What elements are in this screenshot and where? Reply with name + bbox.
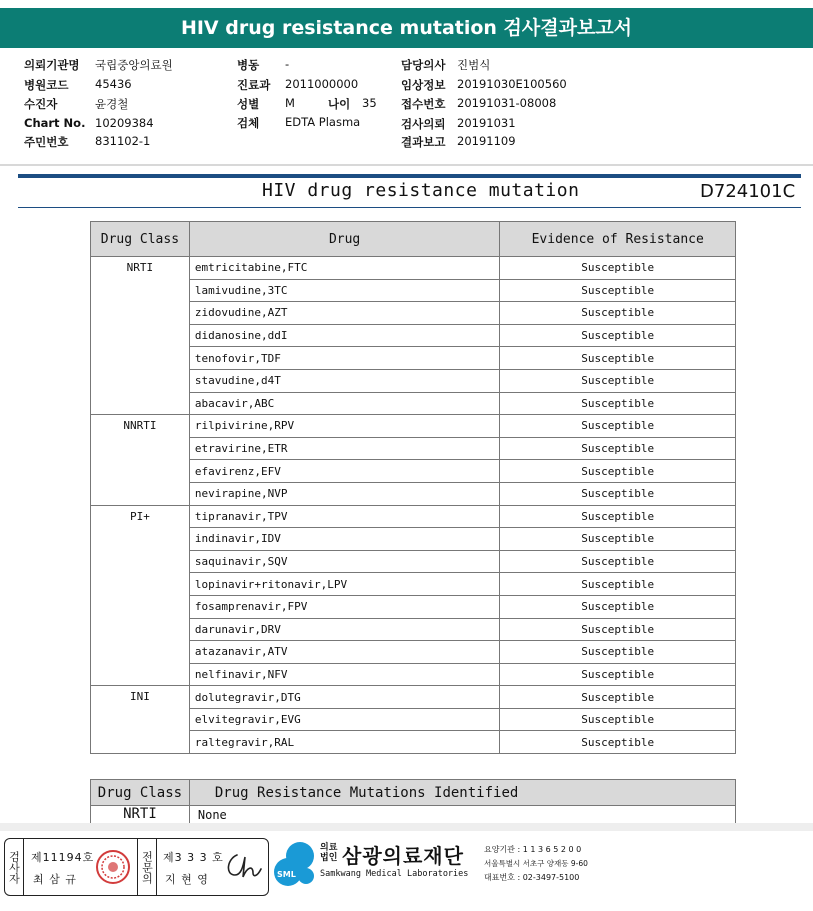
mutation-cell: None: [189, 806, 735, 833]
drug-cell: didanosine,ddI: [189, 324, 500, 347]
drug-cell: indinavir,IDV: [189, 528, 500, 551]
drug-cell: emtricitabine,FTC: [189, 257, 500, 280]
table-row: [91, 257, 736, 280]
resistance-cell: Susceptible: [500, 257, 736, 280]
examiner-label: 검사자: [5, 839, 24, 895]
test-title: HIV drug resistance mutation: [262, 180, 580, 201]
resistance-cell: Susceptible: [500, 369, 736, 392]
stamp-icon: [95, 849, 131, 885]
info-patient-name: 수진자 윤경철: [24, 97, 129, 111]
resistance-cell: Susceptible: [500, 415, 736, 438]
header-drug: Drug: [189, 222, 500, 257]
info-ward: 병동 -: [237, 57, 290, 72]
signature-box: [4, 838, 269, 896]
sml-logo-icon: [272, 840, 318, 888]
resistance-cell: Susceptible: [500, 482, 736, 505]
drug-cell: fosamprenavir,FPV: [189, 595, 500, 618]
info-age: 나이 35: [328, 96, 377, 111]
specialist-label: 전문의: [137, 839, 157, 895]
header-drug-class: Drug Class: [91, 222, 190, 257]
drug-cell: efavirenz,EFV: [189, 460, 500, 483]
header-mutations: Drug Resistance Mutations Identified: [189, 780, 735, 806]
org-code: 요양기관 : 1 1 3 6 5 2 0 0: [484, 845, 582, 854]
org-prefix-top: 의료: [320, 843, 338, 853]
info-receipt-no: 접수번호 20191031-08008: [401, 96, 557, 111]
section-divider: [0, 164, 813, 166]
drug-cell: nevirapine,NVP: [189, 482, 500, 505]
drug-cell: lamivudine,3TC: [189, 279, 500, 302]
resistance-table: [90, 221, 736, 754]
resistance-cell: Susceptible: [500, 686, 736, 709]
info-request-date: 검사의뢰 20191031: [401, 116, 516, 131]
table-header-row: [91, 780, 736, 806]
info-clinical: 임상정보 20191030E100560: [401, 77, 567, 92]
signature-icon: [223, 849, 263, 883]
drug-cell: elvitegravir,EVG: [189, 708, 500, 731]
drug-class-cell: NNRTI: [91, 415, 190, 505]
table-row: [91, 505, 736, 528]
resistance-cell: Susceptible: [500, 618, 736, 641]
resistance-cell: Susceptible: [500, 550, 736, 573]
info-doctor: 담당의사 진범식: [401, 58, 491, 72]
resistance-cell: Susceptible: [500, 505, 736, 528]
resistance-cell: Susceptible: [500, 731, 736, 754]
sml-logo-text: SML: [277, 870, 296, 879]
drug-cell: dolutegravir,DTG: [189, 686, 500, 709]
resistance-cell: Susceptible: [500, 324, 736, 347]
org-name-en: Samkwang Medical Laboratories: [320, 869, 469, 879]
drug-cell: rilpivirine,RPV: [189, 415, 500, 438]
drug-cell: zidovudine,AZT: [189, 302, 500, 325]
table-row: [91, 415, 736, 438]
resistance-cell: Susceptible: [500, 641, 736, 664]
drug-cell: stavudine,d4T: [189, 369, 500, 392]
org-prefix-bottom: 법인: [320, 853, 338, 863]
info-hospital-code: 병원코드 45436: [24, 77, 132, 92]
resistance-cell: Susceptible: [500, 302, 736, 325]
drug-class-cell: NRTI: [91, 806, 190, 833]
info-chart-no: Chart No. 10209384: [24, 116, 154, 130]
info-specimen: 검체 EDTA Plasma: [237, 115, 361, 130]
drug-cell: tipranavir,TPV: [189, 505, 500, 528]
drug-cell: darunavir,DRV: [189, 618, 500, 641]
resistance-cell: Susceptible: [500, 528, 736, 551]
patient-info: [0, 55, 813, 165]
report-title: HIV drug resistance mutation 검사결과보고서: [180, 17, 633, 39]
test-code: D724101C: [700, 181, 796, 202]
drug-cell: raltegravir,RAL: [189, 731, 500, 754]
info-report-date: 결과보고 20191109: [401, 134, 516, 149]
info-institution: 의뢰기관명 국립중앙의료원: [24, 58, 173, 72]
title-rule-bottom: [18, 207, 801, 208]
drug-class-cell: INI: [91, 686, 190, 754]
org-name: 삼광의료재단: [342, 844, 464, 868]
title-rule-top: [18, 174, 801, 178]
info-department: 진료과 2011000000: [237, 77, 359, 92]
drug-cell: nelfinavir,NFV: [189, 663, 500, 686]
specialist-name: 지 현 영: [165, 873, 209, 886]
drug-class-cell: NRTI: [91, 257, 190, 415]
specialist-license: 제3 3 3 호: [163, 851, 224, 864]
drug-cell: abacavir,ABC: [189, 392, 500, 415]
resistance-cell: Susceptible: [500, 595, 736, 618]
resistance-cell: Susceptible: [500, 573, 736, 596]
org-phone: 대표번호 : 02-3497-5100: [484, 873, 580, 882]
org-address: 서울특별시 서초구 양재동 9-60: [484, 859, 588, 868]
header-drug-class: Drug Class: [91, 780, 190, 806]
resistance-cell: Susceptible: [500, 708, 736, 731]
info-resident-no: 주민번호 831102-1: [24, 134, 151, 149]
drug-cell: atazanavir,ATV: [189, 641, 500, 664]
examiner-license: 제11194호: [31, 851, 95, 864]
drug-cell: lopinavir+ritonavir,LPV: [189, 573, 500, 596]
report-title-bar: [0, 8, 813, 48]
drug-class-cell: PI+: [91, 505, 190, 686]
drug-cell: tenofovir,TDF: [189, 347, 500, 370]
header-evidence: Evidence of Resistance: [500, 222, 736, 257]
resistance-cell: Susceptible: [500, 437, 736, 460]
drug-cell: etravirine,ETR: [189, 437, 500, 460]
examiner-name: 최 삼 규: [33, 873, 77, 886]
table-header-row: [91, 222, 736, 257]
resistance-cell: Susceptible: [500, 460, 736, 483]
drug-cell: saquinavir,SQV: [189, 550, 500, 573]
resistance-cell: Susceptible: [500, 663, 736, 686]
resistance-cell: Susceptible: [500, 392, 736, 415]
info-sex: 성별 M: [237, 96, 295, 111]
resistance-cell: Susceptible: [500, 279, 736, 302]
table-row: [91, 686, 736, 709]
resistance-cell: Susceptible: [500, 347, 736, 370]
